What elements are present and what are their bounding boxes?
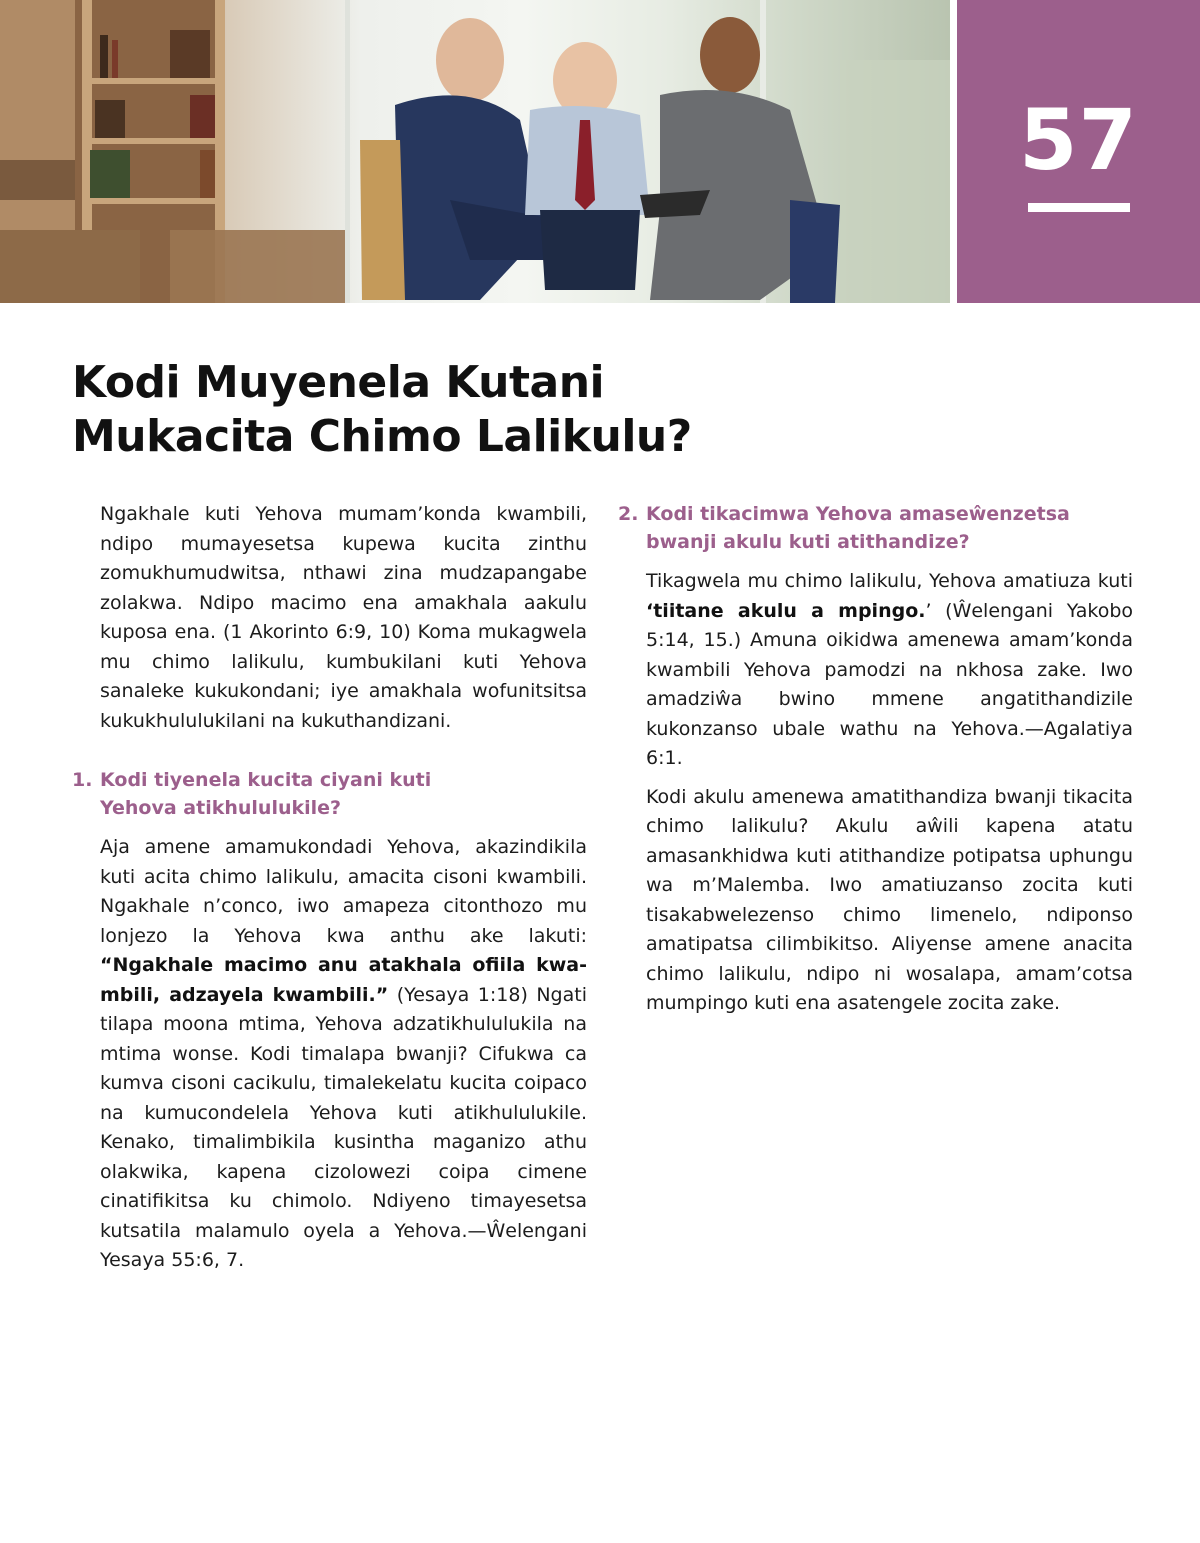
section-1-bold-quote: “Ngakhale macimo anu atakhala ofiila kwambili, adzayela kwambili.” (100, 954, 587, 1006)
page-title-line-2: Mukacita Chimo Lalikulu? (72, 411, 692, 462)
intro-paragraph: Ngakhale kuti Yehova mumam’konda kwambili, ndipo mumayesetsa kupewa kucita zinthu zomukhumudwitsa, nthawi zina mudzapangabe zolakwa. Ndipo macimo ena amakhala aakulu kuposa ena. (1 Akorinto 6:9, 10) Koma mukagwela mu chimo lalikulu, kumbukilani kuti Yehova sanaleke kukukondani; iye amakhala wofunitsitsa kukukhululukilani na kukuthandizani. (100, 503, 587, 732)
photo-elders-consoling-icon (0, 0, 950, 303)
section-2-para1-after: ’ (Ŵelengani Yakobo 5:14, 15.) Amuna oikidwa amenewa amam’konda kwambili Yehova pamodzi na nkhosa zake. Iwo amadziŵa bwino mmene angatithandizile kukonzanso ubale wathu na Yehova.—Agalatiya 6:1. (646, 599, 1133, 769)
question-2 (618, 500, 1133, 556)
section-1-text-after: (Yesaya 1:18) Ngati tilapa moona mtima, Yehova adzatikhululukila na mtima wonse. Kodi timalapa bwanji? Cifukwa ca kumva cisoni cacikulu, timalekelatu kucita coipaco na kumucondelela Yehova kuti atikhululukile. Kenako, timalimbikila kusintha maganizo athu olakwika, kapena cizolowezi coipa cimene cinatifikitsa ku chimolo. Ndiyeno timayesetsa kutsatila malamulo oyela a Yehova.—Ŵelengani Yesaya 55:6, 7. (100, 983, 587, 1271)
lesson-number-underline (1028, 203, 1130, 212)
section-2-paragraph-1 (646, 567, 1133, 774)
left-column (72, 500, 587, 1276)
lesson-number: 57 (1019, 91, 1138, 189)
question-1 (72, 766, 587, 822)
section-2-para1-before: Tikagwela mu chimo lalikulu, Yehova amatiuza kuti (646, 570, 1133, 592)
question-1-line-2: Yehova atikhululukile? (100, 797, 342, 819)
section-2-para1-bold: ‘tiitane akulu a mpingo. (646, 599, 926, 622)
section-1-paragraph (100, 833, 587, 1276)
lesson-number-tab (957, 0, 1200, 303)
section-2-paragraph-2: Kodi akulu amenewa amatithandiza bwanji tikacita chimo lalikulu? Akulu aŵili kapena atatu amasankhidwa kuti atithandize potipatsa uphungu wa m’Malemba. Iwo amatiuzanso zocita kuti tisakabwelezenso chimo limenelo, ndiponso amatipatsa cilimbikitso. Aliyense amene anacita chimo lalikulu, ndipo ni wosalapa, amam’cotsa mumpingo kuti ena asatengele zocita zake. (646, 785, 1133, 1014)
question-1-number: 1. (72, 769, 93, 791)
question-2-line-1: Kodi tikacimwa Yehova amaseŵenzetsa (646, 503, 1070, 525)
page-title-line-1: Kodi Muyenela Kutani (72, 357, 605, 408)
section-1-text-before: Aja amene amamukondadi Yehova, akazindikila kuti acita chimo lalikulu, amacita cisoni kwambili. Ngakhale n’conco, iwo amapeza citonthozo mu lonjezo la Yehova kwa anthu ake lakuti: (100, 836, 587, 947)
question-1-line-1: Kodi tiyenela kucita ciyani kuti (100, 769, 432, 791)
question-2-line-2: bwanji akulu kuti atithandize? (646, 531, 970, 553)
right-column (618, 500, 1133, 1019)
question-2-number: 2. (618, 503, 639, 525)
page-title (72, 356, 972, 464)
header-photo (0, 0, 950, 303)
